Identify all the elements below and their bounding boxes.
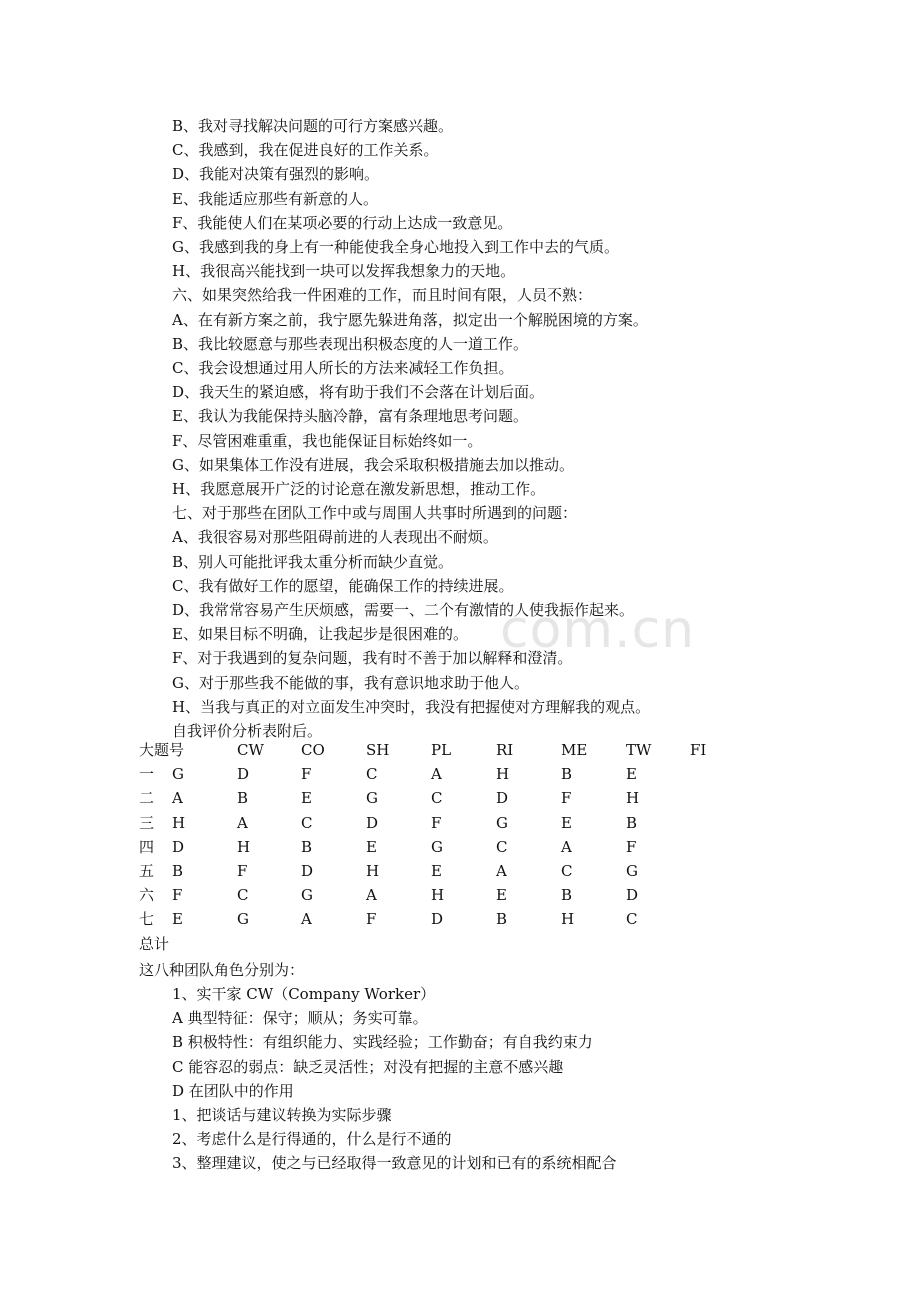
text-line: B、我比较愿意与那些表现出积极态度的人一道工作。 xyxy=(172,335,529,353)
table-cell: 三 xyxy=(139,814,155,832)
table-cell: D xyxy=(366,814,379,832)
table-row xyxy=(0,859,920,883)
table-cell: B xyxy=(561,886,573,904)
table-cell: G xyxy=(237,910,249,928)
table-cell: F xyxy=(237,862,248,880)
table-cell: FI xyxy=(690,741,707,759)
table-cell: D xyxy=(626,886,639,904)
table-cell: B xyxy=(626,814,638,832)
table-row xyxy=(0,907,920,931)
text-line: 六、如果突然给我一件困难的工作，而且时间有限，人员不熟： xyxy=(172,286,593,304)
table-cell: A xyxy=(561,838,572,856)
text-line: H、当我与真正的对立面发生冲突时，我没有把握使对方理解我的观点。 xyxy=(172,698,651,716)
table-cell: G xyxy=(301,886,313,904)
text-line: E、我认为我能保持头脑冷静，富有条理地思考问题。 xyxy=(172,407,528,425)
table-row xyxy=(0,835,920,859)
text-line: F、我能使人们在某项必要的行动上达成一致意见。 xyxy=(172,214,513,232)
text-line: C、我会设想通过用人所长的方法来减轻工作负担。 xyxy=(172,359,514,377)
intro-line: 这八种团队角色分别为： xyxy=(139,961,305,979)
table-cell: 七 xyxy=(139,910,155,928)
table-cell: 四 xyxy=(139,838,155,856)
table-cell: D xyxy=(431,910,444,928)
table-cell: 六 xyxy=(139,886,155,904)
table-cell: E xyxy=(366,838,377,856)
table-cell: B xyxy=(561,765,573,783)
table-cell: E xyxy=(301,789,312,807)
watermark: com.cn xyxy=(500,600,696,660)
table-cell: A xyxy=(237,814,248,832)
table-cell: C xyxy=(496,838,508,856)
text-line: B 积极特性：有组织能力、实践经验；工作勤奋；有自我约束力 xyxy=(172,1033,593,1051)
text-line: D、我能对决策有强烈的影响。 xyxy=(172,165,380,183)
text-line: G、如果集体工作没有进展，我会采取积极措施去加以推动。 xyxy=(172,456,574,474)
text-line: H、我很高兴能找到一块可以发挥我想象力的天地。 xyxy=(172,262,516,280)
table-cell: PL xyxy=(431,741,452,759)
table-row xyxy=(0,762,920,786)
table-cell: D xyxy=(496,789,509,807)
table-cell: E xyxy=(561,814,572,832)
table-cell: F xyxy=(431,814,442,832)
text-line: F、尽管困难重重，我也能保证目标始终如一。 xyxy=(172,432,483,450)
table-cell: H xyxy=(561,910,575,928)
table-cell: E xyxy=(626,765,637,783)
text-line: E、如果目标不明确，让我起步是很困难的。 xyxy=(172,625,468,643)
table-cell: H xyxy=(172,814,186,832)
table-cell: 五 xyxy=(139,862,155,880)
table-cell: H xyxy=(366,862,380,880)
table-cell: C xyxy=(626,910,638,928)
table-cell: CO xyxy=(301,741,325,759)
table-row xyxy=(0,811,920,835)
table-cell: G xyxy=(496,814,508,832)
text-line: B、我对寻找解决问题的可行方案感兴趣。 xyxy=(172,117,454,135)
table-cell: F xyxy=(561,789,572,807)
text-line: 3、整理建议，使之与已经取得一致意见的计划和已有的系统相配合 xyxy=(172,1154,617,1172)
table-cell: A xyxy=(366,886,377,904)
table-cell: C xyxy=(561,862,573,880)
table-header-row xyxy=(0,738,920,762)
text-line: 2、考虑什么是行得通的，什么是行不通的 xyxy=(172,1130,452,1148)
text-line: 七、对于那些在团队工作中或与周围人共事时所遇到的问题： xyxy=(172,504,578,522)
table-row xyxy=(0,786,920,810)
table-cell: C xyxy=(237,886,249,904)
text-line: 1、实干家 CW（Company Worker） xyxy=(172,985,436,1003)
table-cell: G xyxy=(172,765,184,783)
table-cell: F xyxy=(626,838,637,856)
table-total-label: 总计 xyxy=(139,935,170,953)
text-line: A 典型特征：保守；顺从；务实可靠。 xyxy=(172,1009,428,1027)
table-cell: B xyxy=(301,838,313,856)
table-cell: G xyxy=(626,862,638,880)
table-cell: H xyxy=(237,838,251,856)
text-line: D、我天生的紧迫感，将有助于我们不会落在计划后面。 xyxy=(172,383,545,401)
text-line: C 能容忍的弱点：缺乏灵活性；对没有把握的主意不感兴趣 xyxy=(172,1058,564,1076)
table-cell: D xyxy=(172,838,185,856)
text-line: A、我很容易对那些阻碍前进的人表现出不耐烦。 xyxy=(172,528,498,546)
table-cell: A xyxy=(172,789,183,807)
text-line: D 在团队中的作用 xyxy=(172,1082,294,1100)
text-line: E、我能适应那些有新意的人。 xyxy=(172,190,378,208)
text-line: B、别人可能批评我太重分析而缺少直觉。 xyxy=(172,553,454,571)
table-cell: A xyxy=(301,910,312,928)
text-line: F、对于我遇到的复杂问题，我有时不善于加以解释和澄清。 xyxy=(172,649,573,667)
table-cell: G xyxy=(431,838,443,856)
table-cell: H xyxy=(496,765,510,783)
text-line: D、我常常容易产生厌烦感，需要一、二个有激情的人使我振作起来。 xyxy=(172,601,635,619)
table-cell: C xyxy=(431,789,443,807)
table-cell: 大题号 xyxy=(139,741,185,759)
text-line: G、对于那些我不能做的事，我有意识地求助于他人。 xyxy=(172,674,529,692)
table-cell: H xyxy=(626,789,640,807)
table-cell: SH xyxy=(366,741,390,759)
table-cell: TW xyxy=(626,741,652,759)
table-cell: G xyxy=(366,789,378,807)
text-line: 1、把谈话与建议转换为实际步骤 xyxy=(172,1106,392,1124)
table-cell: A xyxy=(496,862,507,880)
table-cell: C xyxy=(366,765,378,783)
table-cell: ME xyxy=(561,741,588,759)
table-cell: CW xyxy=(237,741,264,759)
table-cell: F xyxy=(172,886,183,904)
table-cell: A xyxy=(431,765,442,783)
table-cell: F xyxy=(301,765,312,783)
table-cell: 二 xyxy=(139,789,155,807)
table-cell: D xyxy=(237,765,250,783)
table-cell: RI xyxy=(496,741,514,759)
text-line: C、我有做好工作的愿望，能确保工作的持续进展。 xyxy=(172,577,514,595)
table-cell: B xyxy=(237,789,249,807)
table-cell: E xyxy=(431,862,442,880)
table-cell: H xyxy=(431,886,445,904)
text-line: A、在有新方案之前，我宁愿先躲进角落，拟定出一个解脱困境的方案。 xyxy=(172,311,648,329)
text-line: C、我感到，我在促进良好的工作关系。 xyxy=(172,141,439,159)
table-cell: B xyxy=(172,862,184,880)
table-cell: F xyxy=(366,910,377,928)
table-cell: C xyxy=(301,814,313,832)
table-cell: E xyxy=(172,910,183,928)
table-cell: 一 xyxy=(139,765,155,783)
text-line: H、我愿意展开广泛的讨论意在激发新思想，推动工作。 xyxy=(172,480,546,498)
text-line: G、我感到我的身上有一种能使我全身心地投入到工作中去的气质。 xyxy=(172,238,619,256)
table-row xyxy=(0,883,920,907)
text-line: 自我评价分析表附后。 xyxy=(172,722,323,740)
table-cell: E xyxy=(496,886,507,904)
table-cell: B xyxy=(496,910,508,928)
table-cell: D xyxy=(301,862,314,880)
